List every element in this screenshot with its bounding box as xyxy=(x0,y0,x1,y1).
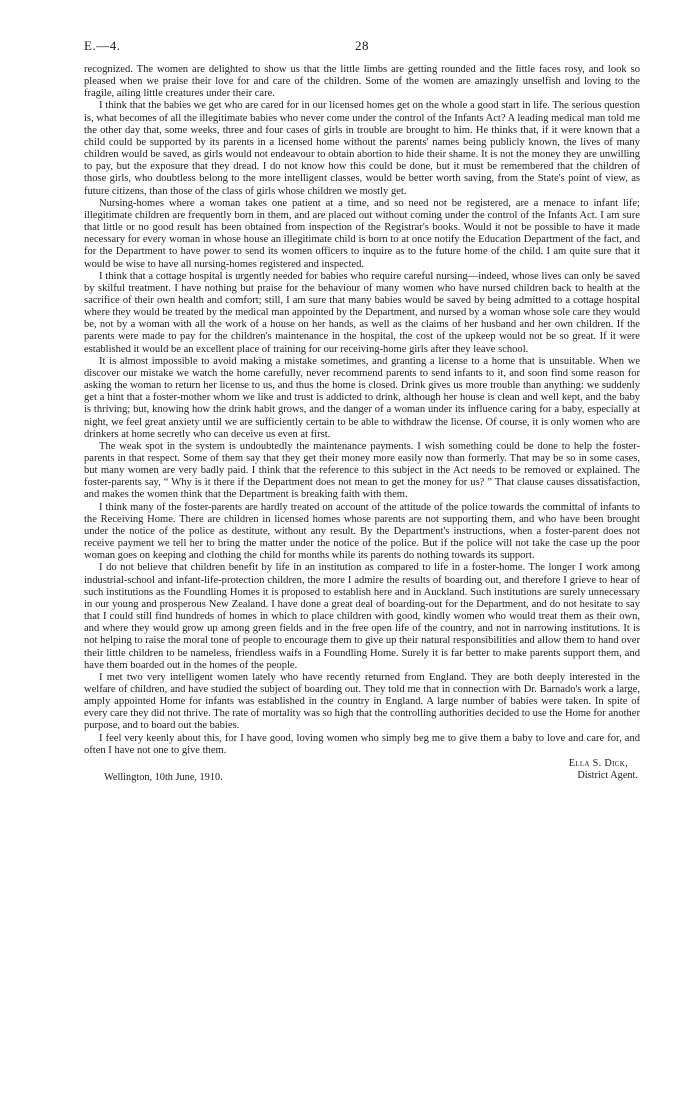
paragraph-3: Nursing-homes where a woman takes one patient at a time, and so need not be registered, are a menace to infant life; illegitimate children are frequently born in them, and are placed out without coming under the control of the Infants Act. I am sure that little or no good result has been obtained from inspection of the Registrar's books. Would it not be possible to have it made necessary for every woman in whose house an illegitimate child is born to at once notify the Education Department of the fact, and for the Department to have power to send its women officers to inquire as to the future home of the child. I am quite sure that it would be wise to have all nursing-homes registered and inspected. xyxy=(84,197,640,270)
page-number: 28 xyxy=(355,38,369,53)
paragraph-1: recognized. The women are delighted to show us that the little limbs are getting rounded and the little faces rosy, and look so pleased when we praise their love for and care of the children. Some of the women are amazingly unselfish and loving to the fragile, ailing little creatures under their care. xyxy=(84,64,640,100)
page-header xyxy=(84,38,640,64)
paragraph-10: I feel very keenly about this, for I have good, loving women who simply beg me to give them a baby to love and care for, and often I have not one to give them. xyxy=(84,732,640,756)
paragraph-7: I think many of the foster-parents are hardly treated on account of the attitude of the police towards the committal of infants to the Receiving Home. There are children in licensed homes whose parents are not supporting them, and who have been brought under the notice of the police as destitute, without any result. By the Department's instructions, when a foster-parent does not receive payment we tell her to bring the matter under the notice of the police. But if the police will not take the case up the poor woman goes on keeping and clothing the child for months while its parents do nothing towards its support. xyxy=(84,501,640,562)
paragraph-6: The weak spot in the system is undoubtedly the maintenance payments. I wish something could be done to help the foster-parents in that respect. Some of them say that they get their money more easily now than formerly. That may be so in some cases, but many women are very badly paid. I think that the reference to this subject in the Act needs to be removed or explained. The foster-parents say, “ Why is it there if the Department does not mean to get the money for us? ” That clause causes dissatisfaction, and makes the women think that the Department is breaking faith with them. xyxy=(84,440,640,501)
document-reference: E.—4. xyxy=(84,38,121,53)
paragraph-8: I do not believe that children benefit by life in an institution as compared to life in a foster-home. The longer I work among industrial-school and infant-life-protection children, the more I admire the results of boarding out, and therefore I grieve to hear of such institutions as the Foundling Homes it is proposed to establish here and in Auckland. Such institutions are surely unnecessary in our young and prosperous New Zealand. I have done a great deal of boarding-out for the Department, and do not hesitate to say that I could still find hundreds of homes in which to place children with good, kindly women who would treat them as their own, and where they would grow up among green fields and in the free open life of the country, and not in narrowing institutions. It is not helping to raise the moral tone of people to encourage them to give up their natural responsibilities and allow them to hand over their little children to be nameless, friendless waifs in a Foundling Home. Surely it is far better to make parents support them, and have them boarded out in the homes of the people. xyxy=(84,562,640,671)
paragraph-9: I met two very intelligent women lately who have recently returned from England. They are both deeply interested in the welfare of children, and have studied the subject of boarding out. They told me that in connection with Dr. Barnado's work a large, amply appointed Home for infants was established in the country in England. A large number of babies were taken. In spite of every care they did not thrive. The rate of mortality was so high that the controlling authorities decided to use the Home for another purpose, and to board out the babies. xyxy=(84,671,640,732)
paragraph-5: It is almost impossible to avoid making a mistake sometimes, and granting a license to a home that is unsuitable. When we discover our mistake we watch the home carefully, never recommend parents to send infants to it, and soon find some reason for asking the woman to return her license to us, and thus the home is closed. Drink gives us more trouble than anything: we suddenly get a hint that a foster-mother whom we like and trust is addicted to drink, although her house is clean and well kept, and the baby is thriving; but, knowing how the drink habit grows, and the danger of a woman under its influence caring for a baby, especially at night, we feel great anxiety until we are sufficiently certain to be able to withdraw the license. Of course, it is only women who are drinkers at home secretly who can deceive us even at first. xyxy=(84,355,640,440)
document-page xyxy=(84,38,640,788)
signature-block xyxy=(84,758,640,788)
report-body xyxy=(84,64,640,757)
paragraph-4: I think that a cottage hospital is urgently needed for babies who require careful nursing—indeed, whose lives can only be saved by skilful treatment. I have nothing but praise for the behaviour of many women who have nursed children back to health at the sacrifice of their own health and comfort; still, I am sure that many babies would be saved by being admitted to a cottage hospital where they would be treated by the medical man appointed by the Department, and nursed by a woman whose sole care they would be, not by a woman with all the work of a house on her hands, as well as the claims of her husband and her own children. If the parents were made to pay for the children's maintenance in the hospital, the cost of the upkeep would not be so great. If it were established it would be an excellent place of training for our receiving-home girls after they leave school. xyxy=(84,270,640,355)
paragraph-2: I think that the babies we get who are cared for in our licensed homes get on the whole a good start in life. The serious question is, what becomes of all the illegitimate babies who never come under the control of the Infants Act? A leading medical man told me the other day that, some weeks, three and four cases of girls in trouble are brought to him. He thinks that, if it were known that a child could be supported by its parents in a licensed home without the parents' names being publicly known, the lives of many children would be saved, as girls would not endeavour to obtain abortion to hide their shame. It is not the money they are unwilling to pay, but the exposure that they dread. I do not know how this could be done, but it must be remembered that the children of those girls, who doubtless belong to the more intelligent classes, would be better worth saving, from the State's point of view, as future citizens, than those of the class of girls whose children we mostly get. xyxy=(84,100,640,197)
author-name: Ella S. Dick, xyxy=(568,757,628,769)
author-role: District Agent. xyxy=(577,770,638,782)
place-and-date: Wellington, 10th June, 1910. xyxy=(104,771,223,783)
